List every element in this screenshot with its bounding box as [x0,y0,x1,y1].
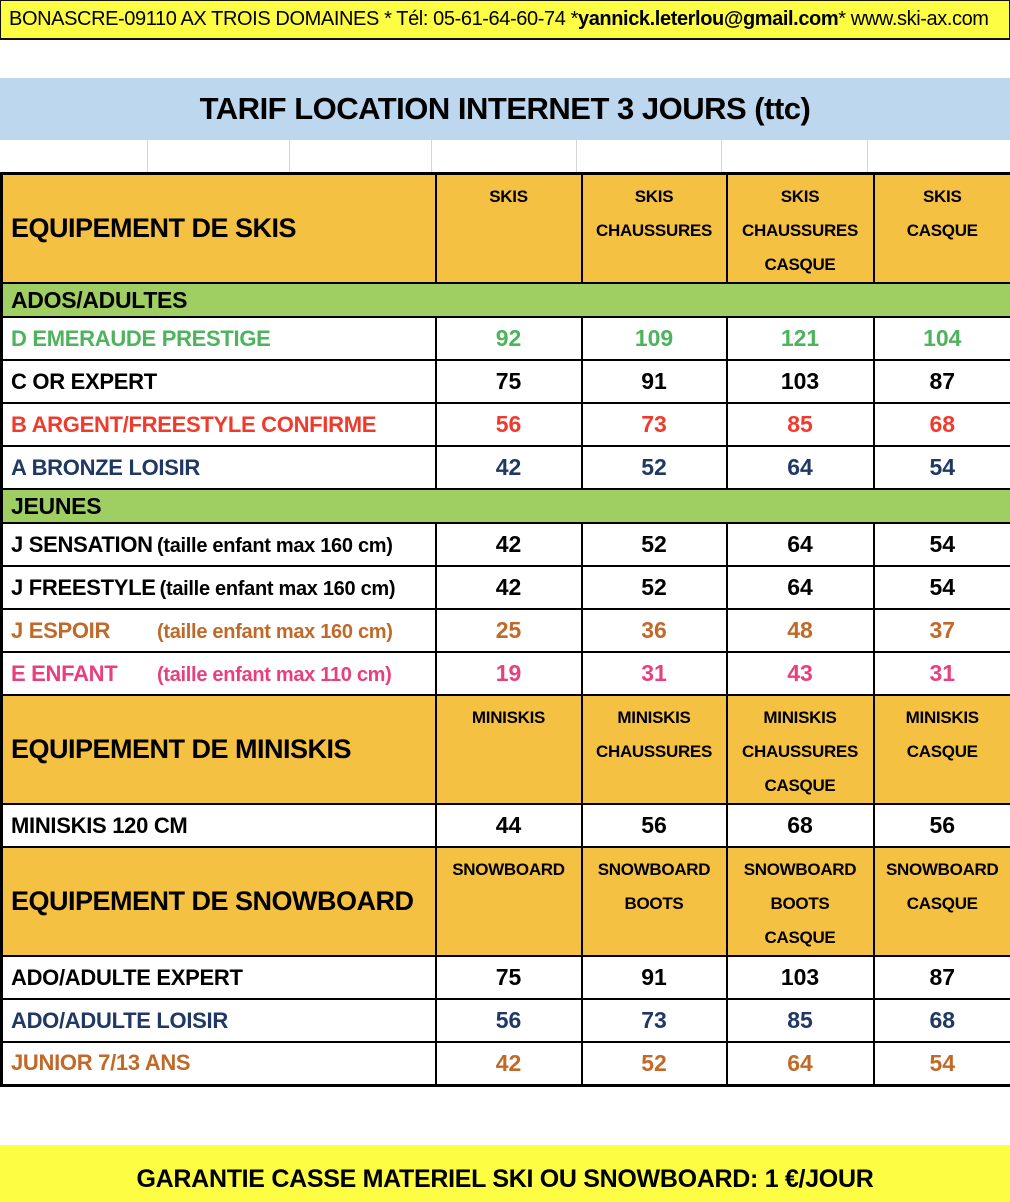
table-row [2,956,1010,999]
column-header-line: BOOTS [624,894,684,913]
grid-cell [722,140,868,172]
column-header-line: CASQUE [906,894,978,913]
row-note: (taille enfant max 160 cm) [157,534,393,557]
price-cell: 54 [874,523,1010,566]
column-header-line: CHAUSSURES [741,221,859,240]
price-cell: 64 [727,1042,874,1085]
table-row [2,566,1010,609]
column-header-line: CASQUE [906,742,978,761]
column-header [582,695,727,804]
table-row [2,360,1010,403]
price-cell: 25 [436,609,582,652]
table-row [2,403,1010,446]
table-header-miniskis [2,695,1010,804]
column-header-line: MINISKIS [471,708,546,727]
column-header [727,174,874,284]
price-cell: 31 [582,652,727,695]
table-row [2,999,1010,1042]
grid-cell [290,140,432,172]
column-header-line: CHAUSSURES [741,742,859,761]
price-cell: 42 [436,1042,582,1085]
column-header [436,695,582,804]
price-cell: 73 [582,999,727,1042]
column-header-line: CASQUE [764,255,836,274]
grid-cell [148,140,290,172]
price-cell: 85 [727,403,874,446]
column-header-line: SNOWBOARD [743,860,857,879]
column-header [727,847,874,956]
row-label: ADO/ADULTE LOISIR [2,999,436,1042]
table-row [2,804,1010,847]
price-cell: 52 [582,446,727,489]
grid-cell [0,140,148,172]
column-header-line: CASQUE [906,221,978,240]
contact-banner [0,0,1010,40]
spacer [0,40,1010,78]
price-cell: 52 [582,1042,727,1085]
column-header-line: BOOTS [770,894,830,913]
column-header-line: MINISKIS [763,708,837,727]
price-cell: 48 [727,609,874,652]
table-row [2,446,1010,489]
contact-text: BONASCRE-09110 AX TROIS DOMAINES * Tél: 05-61-64-60-74 * [9,8,578,30]
price-cell: 91 [582,956,727,999]
table-row [2,317,1010,360]
row-label: B ARGENT/FREESTYLE CONFIRME [2,403,436,446]
price-cell: 54 [874,566,1010,609]
price-cell: 42 [436,523,582,566]
price-cell: 104 [874,317,1010,360]
table-row [2,1042,1010,1085]
row-label: J SENSATION (taille enfant max 160 cm) [2,523,436,566]
price-cell: 31 [874,652,1010,695]
price-cell: 109 [582,317,727,360]
column-header-line: CASQUE [764,776,836,795]
grid-spacer-row [0,140,1010,172]
table-row [2,652,1010,695]
row-note: (taille enfant max 160 cm) [159,577,396,600]
price-table [0,172,1010,1087]
column-header-line: SKIS [923,187,962,206]
price-cell: 56 [436,403,582,446]
price-cell: 87 [874,956,1010,999]
price-cell: 42 [436,566,582,609]
price-cell: 56 [436,999,582,1042]
row-note: (taille enfant max 110 cm) [157,663,392,686]
row-label: JUNIOR 7/13 ANS [2,1042,436,1085]
column-header [874,847,1010,956]
price-cell: 68 [727,804,874,847]
column-header-line: SKIS [634,187,674,206]
title-bar [0,78,1010,140]
price-cell: 85 [727,999,874,1042]
price-cell: 52 [582,566,727,609]
grid-cell [868,140,1010,172]
price-cell: 75 [436,956,582,999]
header-group-label: EQUIPEMENT DE SNOWBOARD [2,847,436,956]
column-header-line: SNOWBOARD [597,860,711,879]
price-cell: 37 [874,609,1010,652]
price-cell: 103 [727,956,874,999]
column-header-line: SNOWBOARD [885,860,999,879]
column-header [874,174,1010,284]
price-cell: 87 [874,360,1010,403]
column-header-line: MINISKIS [905,708,979,727]
guarantee-text: GARANTIE CASSE MATERIEL SKI OU SNOWBOARD: 1 €/JOUR [136,1164,874,1193]
column-header [727,695,874,804]
price-cell: 91 [582,360,727,403]
table-header-snowboard [2,847,1010,956]
price-cell: 42 [436,446,582,489]
column-header [436,174,582,284]
column-header-line: SNOWBOARD [452,860,565,879]
section-band-jeunes [2,489,1010,523]
price-cell: 54 [874,1042,1010,1085]
website-text: * www.ski-ax.com [838,8,989,30]
table-row [2,523,1010,566]
grid-cell [577,140,722,172]
price-cell: 75 [436,360,582,403]
column-header-line: SKIS [489,187,528,206]
price-cell: 52 [582,523,727,566]
price-cell: 68 [874,999,1010,1042]
price-cell: 56 [582,804,727,847]
grid-cell [432,140,577,172]
row-label: A BRONZE LOISIR [2,446,436,489]
spacer [0,1087,1010,1145]
row-label: E ENFANT (taille enfant max 110 cm) [2,652,436,695]
contact-email: yannick.leterlou@gmail.com [577,8,839,30]
row-label: J FREESTYLE (taille enfant max 160 cm) [2,566,436,609]
row-label: C OR EXPERT [2,360,436,403]
footer-banner [0,1145,1010,1202]
table-header-skis [2,174,1010,284]
row-label: D EMERAUDE PRESTIGE [2,317,436,360]
section-band-label: JEUNES [2,489,1010,523]
table-row [2,609,1010,652]
row-label: MINISKIS 120 CM [2,804,436,847]
column-header-line: CHAUSSURES [595,221,713,240]
price-cell: 92 [436,317,582,360]
column-header [874,695,1010,804]
price-cell: 56 [874,804,1010,847]
price-cell: 103 [727,360,874,403]
price-cell: 68 [874,403,1010,446]
section-band-label: ADOS/ADULTES [2,283,1010,317]
page-title: TARIF LOCATION INTERNET 3 JOURS (ttc) [199,91,811,126]
header-group-label: EQUIPEMENT DE SKIS [2,174,436,284]
price-cell: 43 [727,652,874,695]
section-band-ados-adultes [2,283,1010,317]
row-note: (taille enfant max 160 cm) [157,620,393,643]
column-header-line: CASQUE [764,928,836,947]
header-group-label: EQUIPEMENT DE MINISKIS [2,695,436,804]
column-header-line: CHAUSSURES [595,742,713,761]
row-label: J ESPOIR (taille enfant max 160 cm) [2,609,436,652]
price-cell: 44 [436,804,582,847]
column-header-line: SKIS [780,187,820,206]
column-header [582,174,727,284]
price-cell: 36 [582,609,727,652]
price-cell: 64 [727,523,874,566]
column-header [582,847,727,956]
price-cell: 64 [727,566,874,609]
row-label: ADO/ADULTE EXPERT [2,956,436,999]
price-cell: 64 [727,446,874,489]
price-cell: 121 [727,317,874,360]
price-cell: 54 [874,446,1010,489]
price-cell: 73 [582,403,727,446]
column-header-line: MINISKIS [617,708,691,727]
price-cell: 19 [436,652,582,695]
column-header [436,847,582,956]
